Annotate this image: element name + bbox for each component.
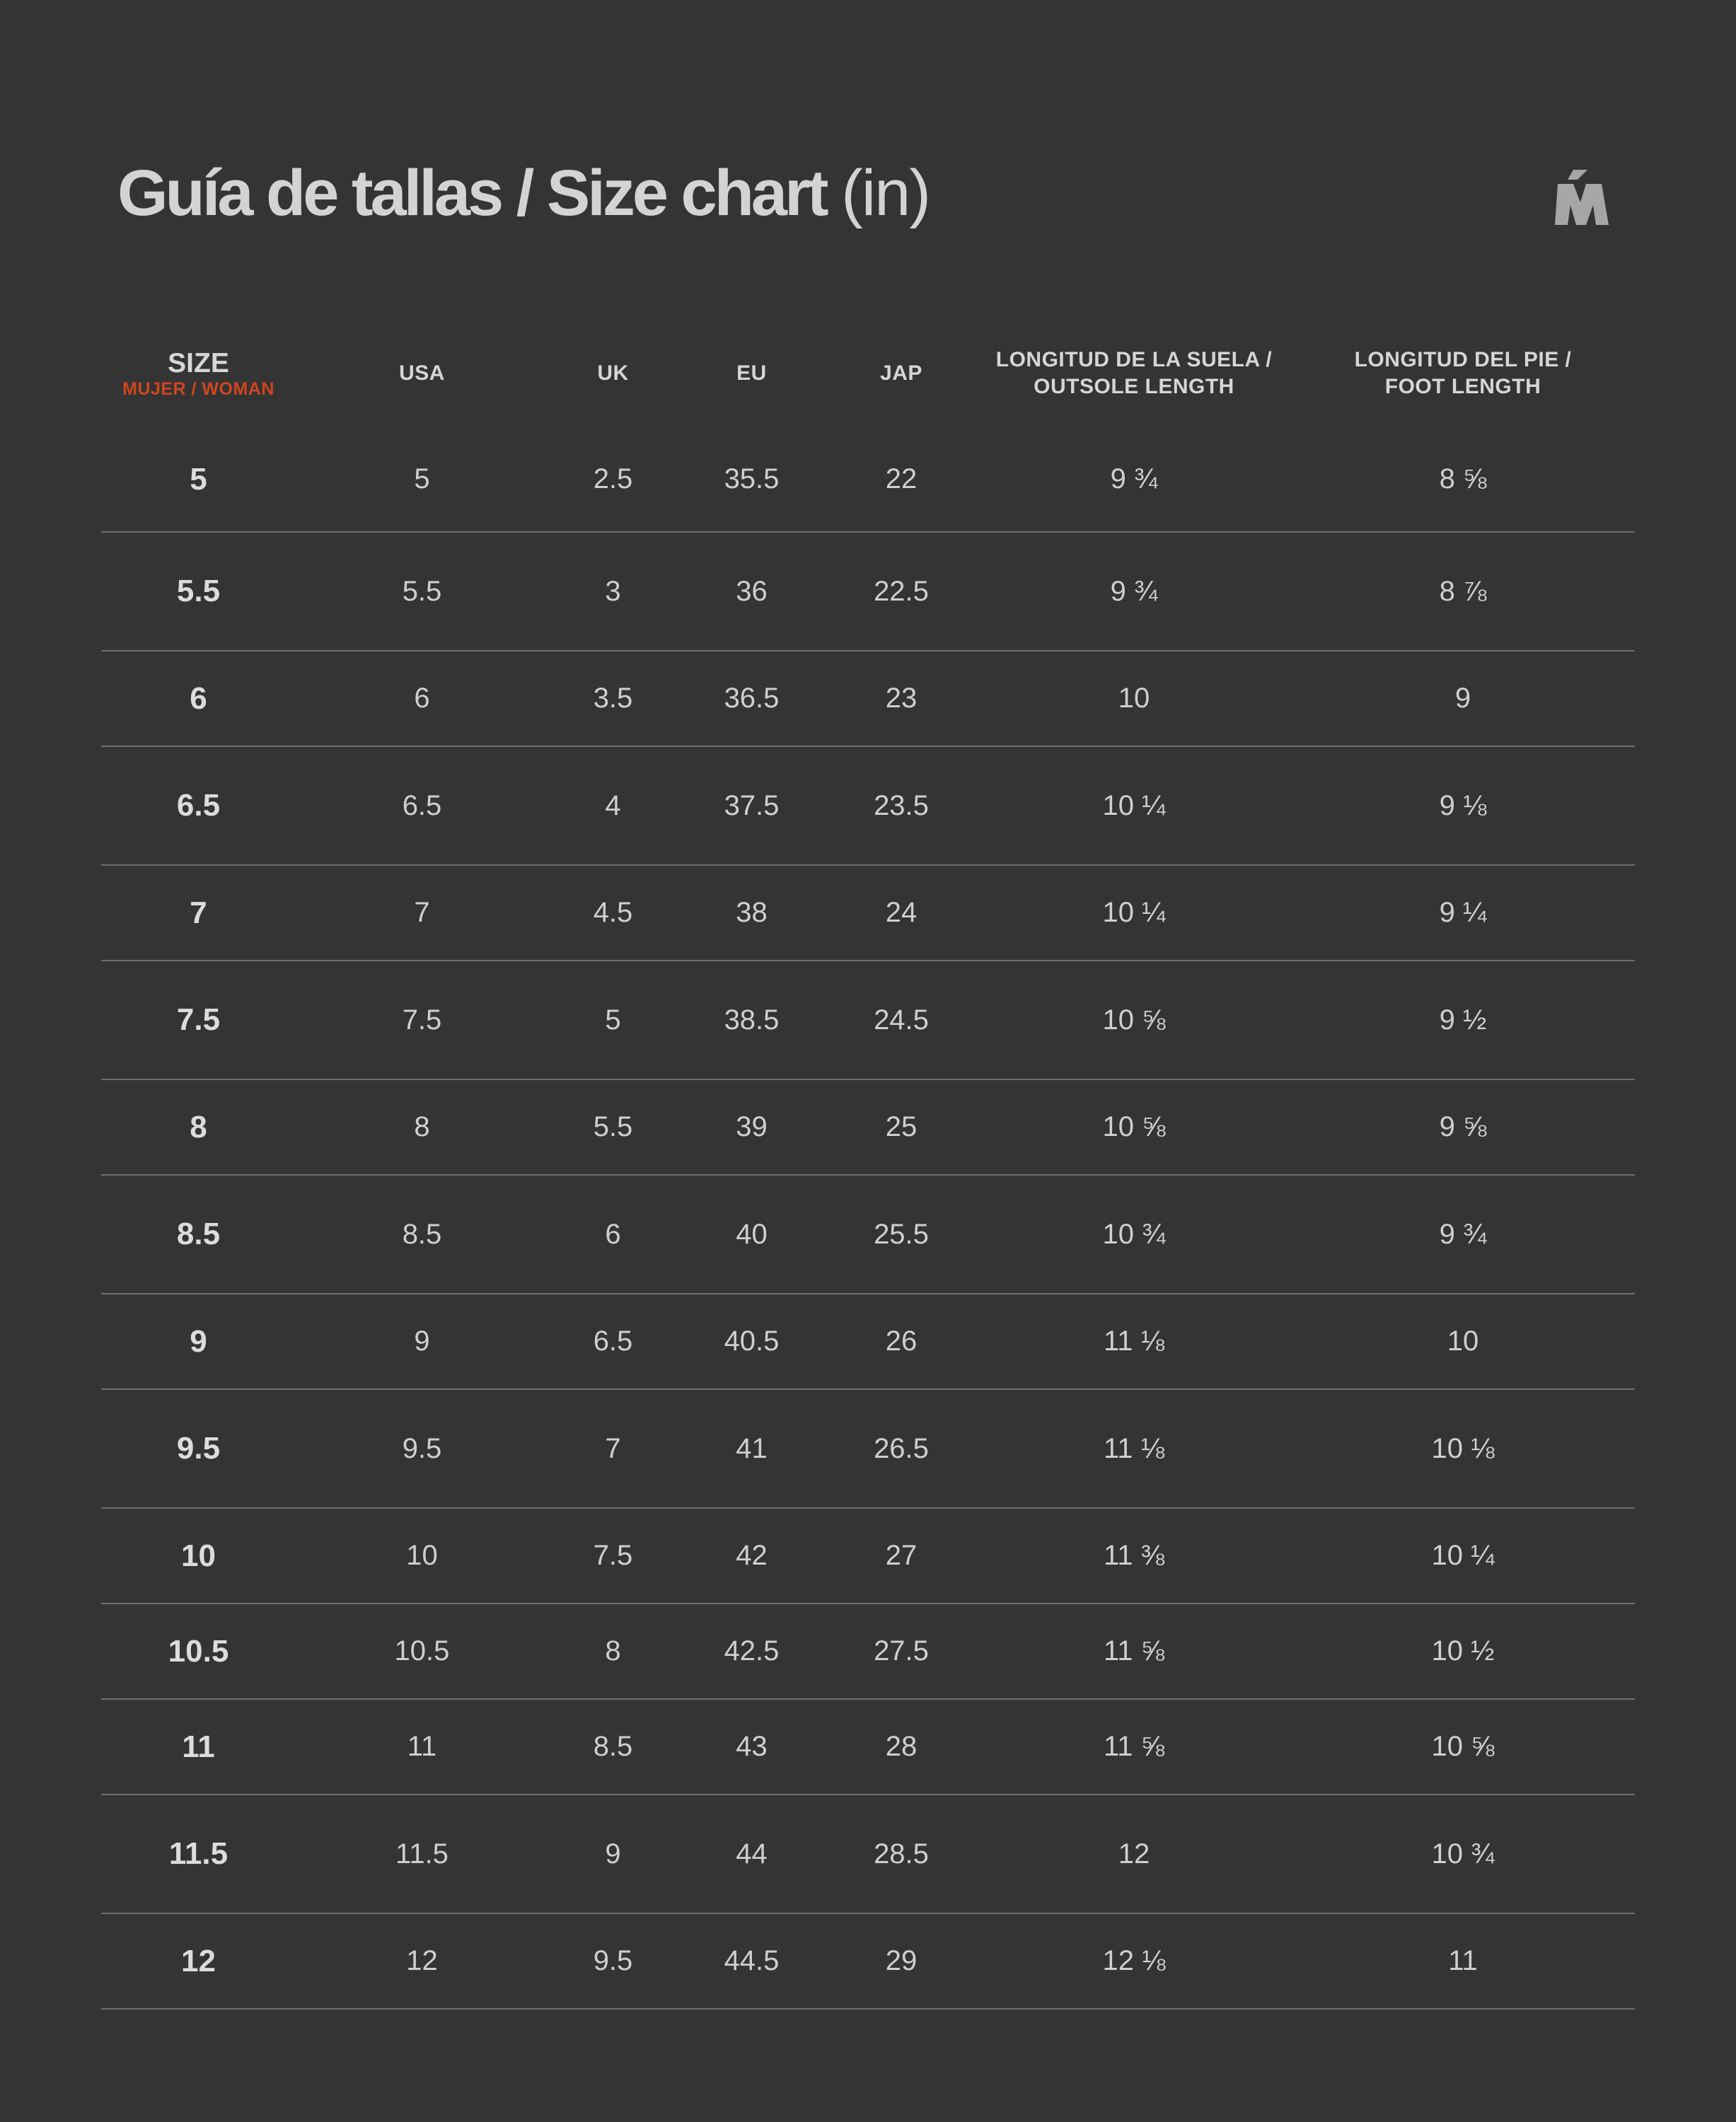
size-chart-table	[101, 320, 1635, 2010]
uk-column-header: UK	[597, 361, 629, 385]
usa-cell: 11	[296, 1699, 548, 1795]
usa-cell: 8.5	[296, 1175, 548, 1294]
size-cell: 6.5	[101, 746, 296, 865]
table-row	[101, 961, 1635, 1079]
table-row	[101, 427, 1635, 532]
jap-cell: 25.5	[826, 1175, 977, 1294]
size-cell: 8	[101, 1079, 296, 1175]
size-cell: 10.5	[101, 1604, 296, 1699]
jap-cell: 24	[826, 865, 977, 961]
table-row	[101, 1079, 1635, 1175]
outsole-length-column-header	[977, 320, 1291, 427]
eu-cell: 36.5	[678, 651, 826, 746]
eu-cell: 38.5	[678, 961, 826, 1079]
usa-cell: 5.5	[296, 532, 548, 651]
size-cell: 7	[101, 865, 296, 961]
jap-cell: 22	[826, 427, 977, 532]
foot-length-cell: 9 ¼	[1291, 865, 1635, 961]
table-row	[101, 1389, 1635, 1508]
foot-length-cell: 10 ⅛	[1291, 1389, 1635, 1508]
jap-column-header: JAP	[880, 361, 922, 385]
uk-cell: 8.5	[548, 1699, 678, 1795]
size-table-body	[101, 427, 1635, 2009]
jap-cell: 28.5	[826, 1795, 977, 1913]
eu-cell: 44	[678, 1795, 826, 1913]
outsole-length-cell: 9 ¾	[977, 427, 1291, 532]
foot-length-cell: 9 ⅛	[1291, 746, 1635, 865]
size-header-label: SIZE	[168, 348, 229, 378]
eu-cell: 41	[678, 1389, 826, 1508]
foot-length-cell: 8 ⅝	[1291, 427, 1635, 532]
outsole-header-line-2: OUTSOLE LENGTH	[1034, 375, 1234, 398]
foot-header-line-2: FOOT LENGTH	[1384, 375, 1541, 398]
eu-cell: 40.5	[678, 1294, 826, 1389]
uk-cell: 3.5	[548, 651, 678, 746]
eu-cell: 37.5	[678, 746, 826, 865]
outsole-header-line-1: LONGITUD DE LA SUELA /	[995, 348, 1273, 371]
outsole-length-cell: 10 ⅝	[977, 961, 1291, 1079]
foot-length-cell: 9	[1291, 651, 1635, 746]
table-row	[101, 1604, 1635, 1699]
size-cell: 11	[101, 1699, 296, 1795]
jap-cell: 23	[826, 651, 977, 746]
jap-cell: 27	[826, 1508, 977, 1604]
outsole-length-cell: 11 ⅛	[977, 1294, 1291, 1389]
uk-cell: 4.5	[548, 865, 678, 961]
table-row	[101, 1294, 1635, 1389]
outsole-length-cell: 11 ⅝	[977, 1699, 1291, 1795]
table-row	[101, 1175, 1635, 1294]
foot-length-column-header	[1291, 320, 1635, 427]
usa-cell: 7.5	[296, 961, 548, 1079]
jap-cell: 29	[826, 1913, 977, 2009]
jap-cell: 23.5	[826, 746, 977, 865]
foot-length-cell: 10 ⅝	[1291, 1699, 1635, 1795]
size-cell: 6	[101, 651, 296, 746]
usa-cell: 10	[296, 1508, 548, 1604]
size-cell: 9	[101, 1294, 296, 1389]
uk-cell: 7	[548, 1389, 678, 1508]
uk-cell: 2.5	[548, 427, 678, 532]
table-row	[101, 1699, 1635, 1795]
usa-cell: 9	[296, 1294, 548, 1389]
outsole-length-cell: 10 ¾	[977, 1175, 1291, 1294]
table-header-row	[101, 320, 1635, 427]
usa-cell: 8	[296, 1079, 548, 1175]
foot-length-cell: 10 ½	[1291, 1604, 1635, 1699]
uk-cell: 7.5	[548, 1508, 678, 1604]
uk-cell: 9	[548, 1795, 678, 1913]
table-row	[101, 746, 1635, 865]
jap-cell: 27.5	[826, 1604, 977, 1699]
foot-length-cell: 9 ⅝	[1291, 1079, 1635, 1175]
eu-cell: 40	[678, 1175, 826, 1294]
outsole-length-cell: 11 ⅜	[977, 1508, 1291, 1604]
usa-cell: 6	[296, 651, 548, 746]
size-header-sublabel: MUJER / WOMAN	[122, 379, 274, 399]
foot-length-cell: 9 ½	[1291, 961, 1635, 1079]
table-row	[101, 651, 1635, 746]
uk-cell: 9.5	[548, 1913, 678, 2009]
outsole-length-cell: 10 ⅝	[977, 1079, 1291, 1175]
uk-cell: 6	[548, 1175, 678, 1294]
usa-cell: 11.5	[296, 1795, 548, 1913]
size-cell: 7.5	[101, 961, 296, 1079]
outsole-length-cell: 10 ¼	[977, 746, 1291, 865]
eu-cell: 43	[678, 1699, 826, 1795]
outsole-length-cell: 12 ⅛	[977, 1913, 1291, 2009]
eu-cell: 42	[678, 1508, 826, 1604]
usa-cell: 10.5	[296, 1604, 548, 1699]
size-cell: 11.5	[101, 1795, 296, 1913]
foot-length-cell: 10 ¼	[1291, 1508, 1635, 1604]
outsole-length-cell: 10 ¼	[977, 865, 1291, 961]
size-cell: 8.5	[101, 1175, 296, 1294]
eu-cell: 39	[678, 1079, 826, 1175]
uk-cell: 5.5	[548, 1079, 678, 1175]
size-cell: 9.5	[101, 1389, 296, 1508]
table-row	[101, 1508, 1635, 1604]
outsole-length-cell: 9 ¾	[977, 532, 1291, 651]
outsole-length-cell: 11 ⅛	[977, 1389, 1291, 1508]
table-row	[101, 865, 1635, 961]
size-cell: 5.5	[101, 532, 296, 651]
outsole-length-cell: 10	[977, 651, 1291, 746]
usa-cell: 6.5	[296, 746, 548, 865]
uk-cell: 4	[548, 746, 678, 865]
eu-cell: 42.5	[678, 1604, 826, 1699]
uk-cell: 6.5	[548, 1294, 678, 1389]
size-cell: 10	[101, 1508, 296, 1604]
usa-cell: 9.5	[296, 1389, 548, 1508]
eu-cell: 44.5	[678, 1913, 826, 2009]
jap-cell: 22.5	[826, 532, 977, 651]
usa-cell: 5	[296, 427, 548, 532]
eu-cell: 35.5	[678, 427, 826, 532]
page-title-main: Guía de tallas / Size chart	[117, 157, 826, 229]
jap-cell: 25	[826, 1079, 977, 1175]
jap-cell: 28	[826, 1699, 977, 1795]
size-cell: 5	[101, 427, 296, 532]
outsole-length-cell: 11 ⅝	[977, 1604, 1291, 1699]
size-cell: 12	[101, 1913, 296, 2009]
uk-cell: 8	[548, 1604, 678, 1699]
foot-header-line-1: LONGITUD DEL PIE /	[1354, 348, 1572, 371]
usa-cell: 12	[296, 1913, 548, 2009]
foot-length-cell: 10 ¾	[1291, 1795, 1635, 1913]
jap-cell: 26	[826, 1294, 977, 1389]
foot-length-cell: 11	[1291, 1913, 1635, 2009]
usa-column-header: USA	[399, 361, 445, 385]
jap-cell: 26.5	[826, 1389, 977, 1508]
eu-column-header: EU	[736, 361, 767, 385]
uk-cell: 3	[548, 532, 678, 651]
usa-cell: 7	[296, 865, 548, 961]
eu-cell: 36	[678, 532, 826, 651]
brand-logo-icon	[1555, 170, 1614, 226]
uk-cell: 5	[548, 961, 678, 1079]
size-column-header	[101, 320, 296, 427]
jap-cell: 24.5	[826, 961, 977, 1079]
eu-cell: 38	[678, 865, 826, 961]
outsole-length-cell: 12	[977, 1795, 1291, 1913]
table-row	[101, 1913, 1635, 2009]
foot-length-cell: 10	[1291, 1294, 1635, 1389]
page-title	[117, 154, 930, 232]
table-row	[101, 532, 1635, 651]
foot-length-cell: 8 ⅞	[1291, 532, 1635, 651]
page-title-unit: (in)	[841, 157, 930, 229]
foot-length-cell: 9 ¾	[1291, 1175, 1635, 1294]
table-row	[101, 1795, 1635, 1913]
